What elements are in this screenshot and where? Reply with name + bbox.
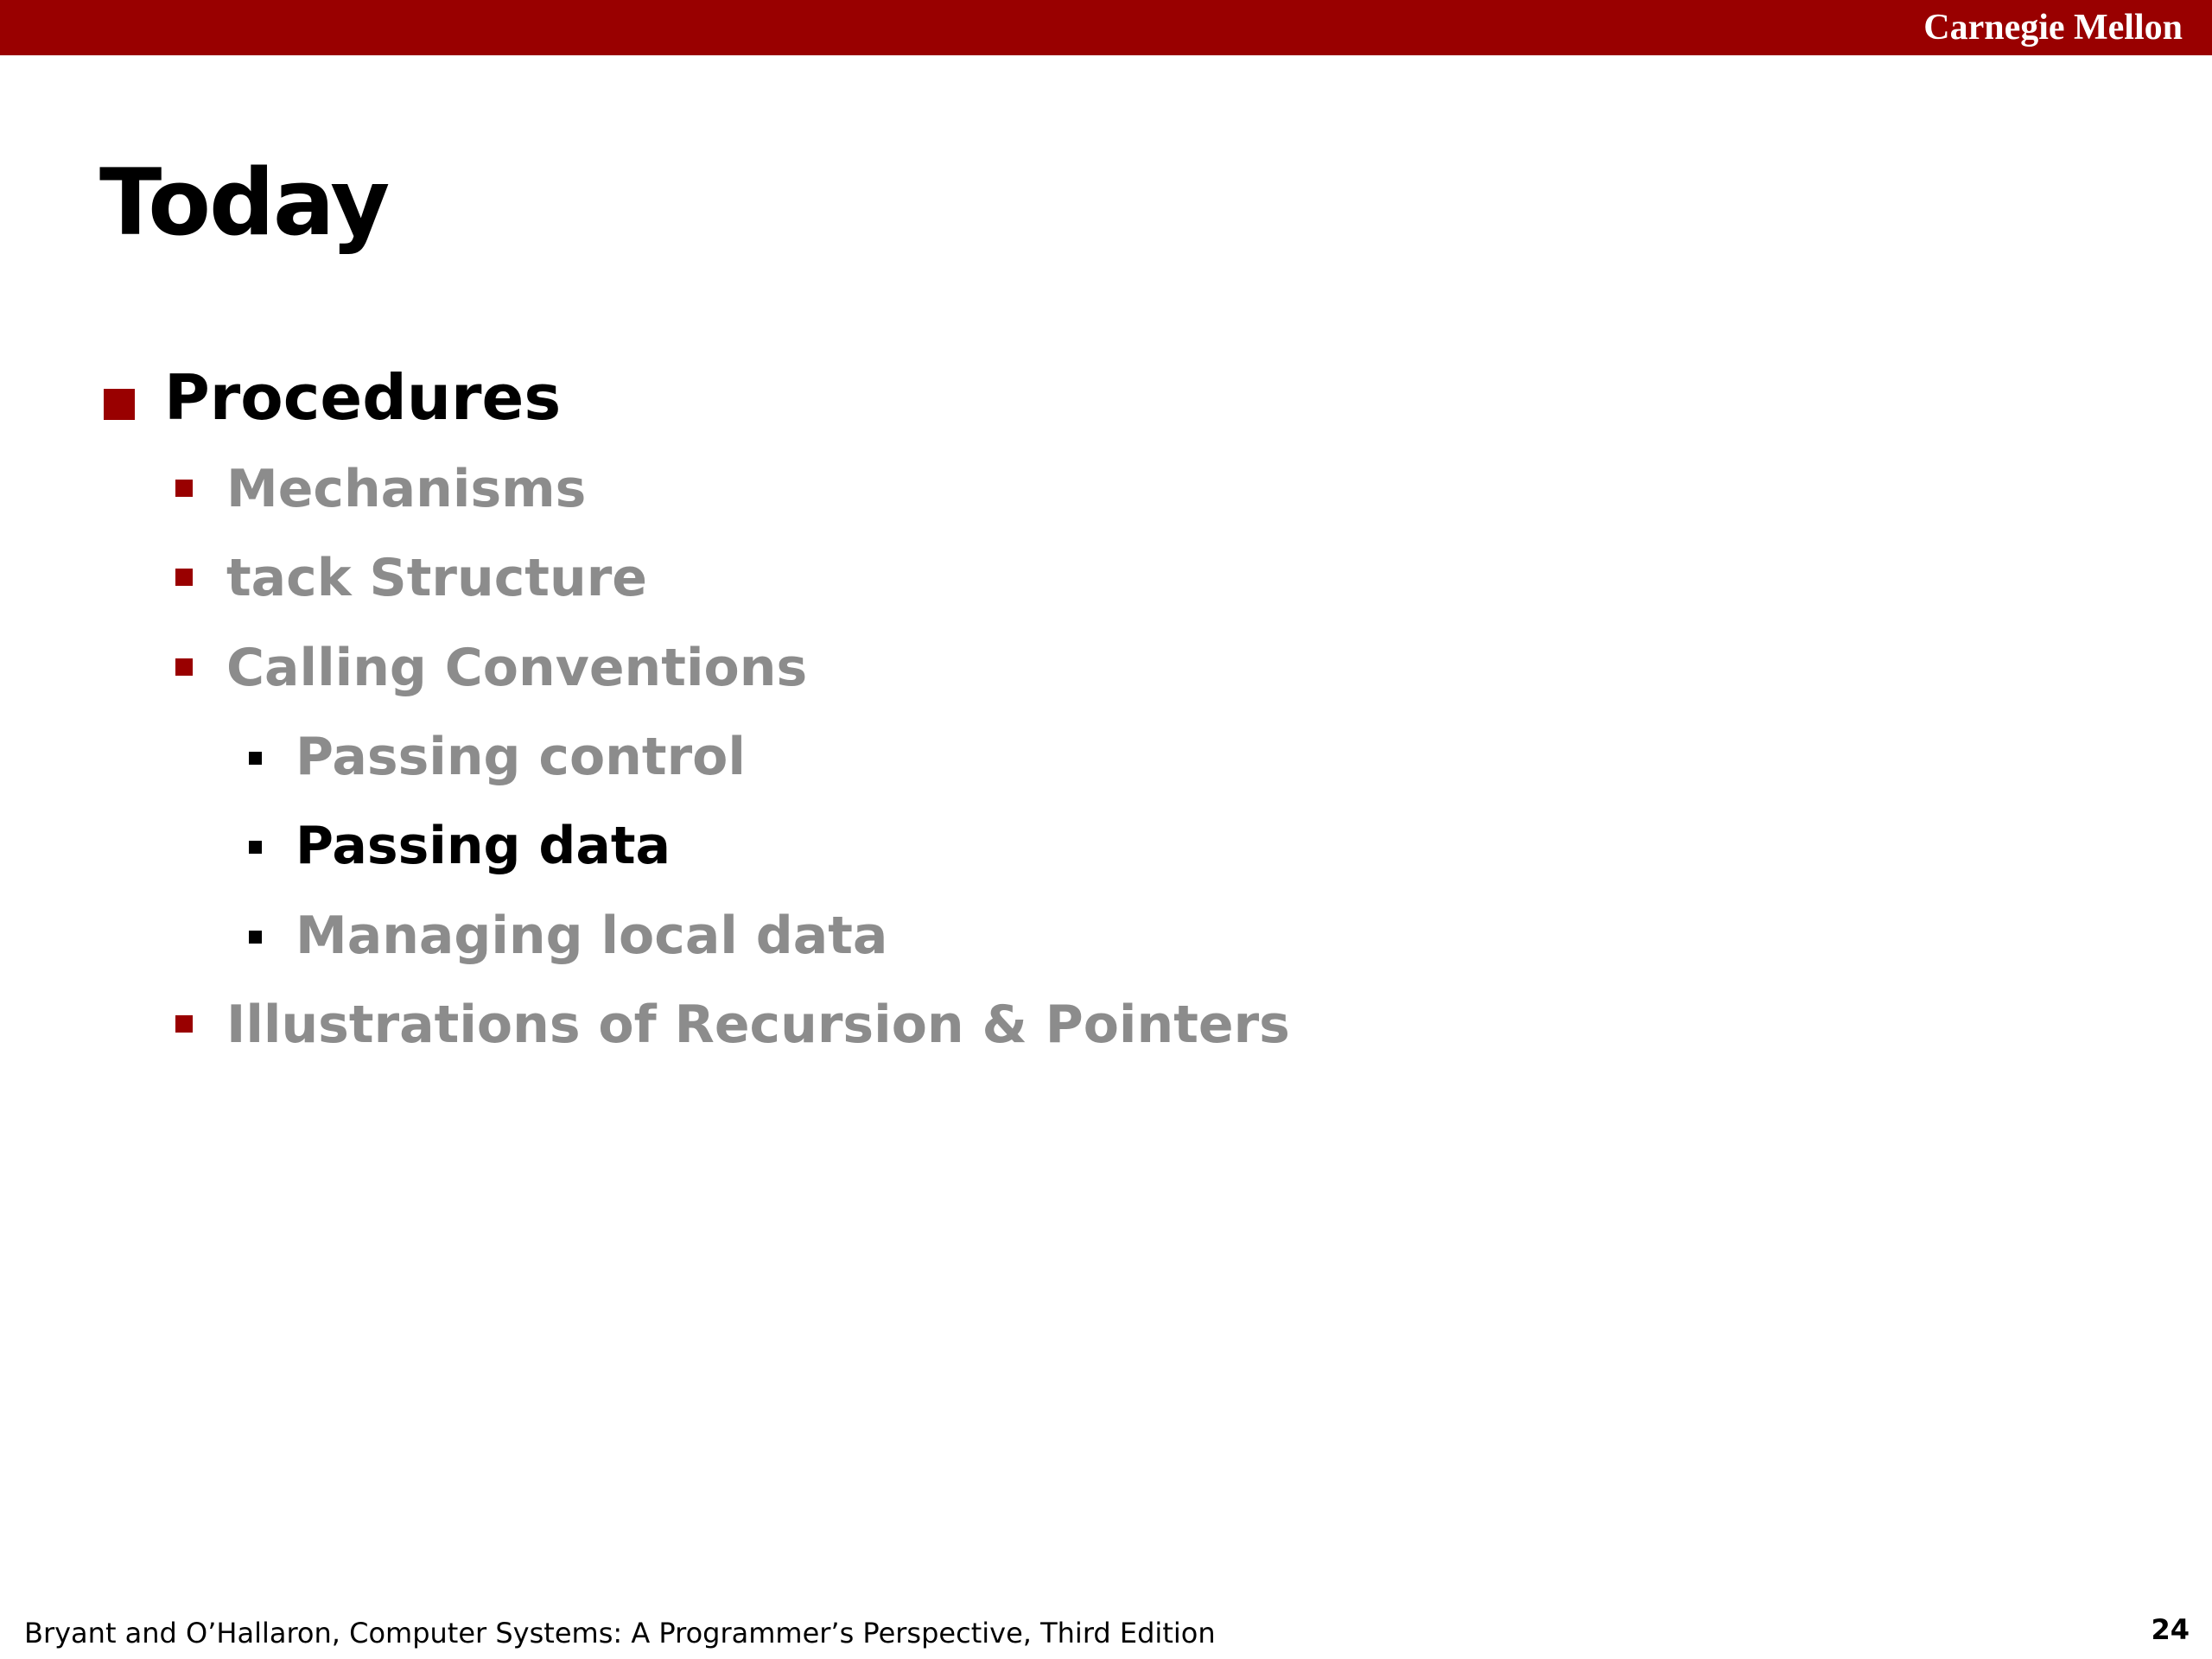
small-square-bullet-icon bbox=[249, 841, 262, 854]
bullet-label: Calling Conventions bbox=[226, 638, 808, 698]
square-bullet-icon bbox=[104, 389, 135, 420]
bullet-label: Managing local data bbox=[296, 906, 888, 966]
bullet-label: Passing control bbox=[296, 727, 746, 787]
bullet-label: Mechanisms bbox=[226, 459, 587, 519]
bullet-label: tack Structure bbox=[226, 548, 647, 608]
small-square-bullet-icon bbox=[249, 752, 262, 765]
square-bullet-icon bbox=[175, 658, 193, 676]
bullet-label: Procedures bbox=[164, 361, 562, 434]
brand-logo-text: Carnegie Mellon bbox=[1923, 8, 2183, 48]
square-bullet-icon bbox=[175, 1015, 193, 1033]
bullet-label: Passing data bbox=[296, 816, 671, 876]
footer-credit: Bryant and O’Hallaron, Computer Systems: A Programmer’s Perspective, Third Edition bbox=[24, 1617, 1216, 1649]
small-square-bullet-icon bbox=[249, 931, 262, 944]
page-number: 24 bbox=[2151, 1613, 2190, 1646]
square-bullet-icon bbox=[175, 569, 193, 586]
slide-title: Today bbox=[99, 149, 389, 256]
square-bullet-icon bbox=[175, 480, 193, 497]
bullet-label: Illustrations of Recursion & Pointers bbox=[226, 995, 1290, 1055]
